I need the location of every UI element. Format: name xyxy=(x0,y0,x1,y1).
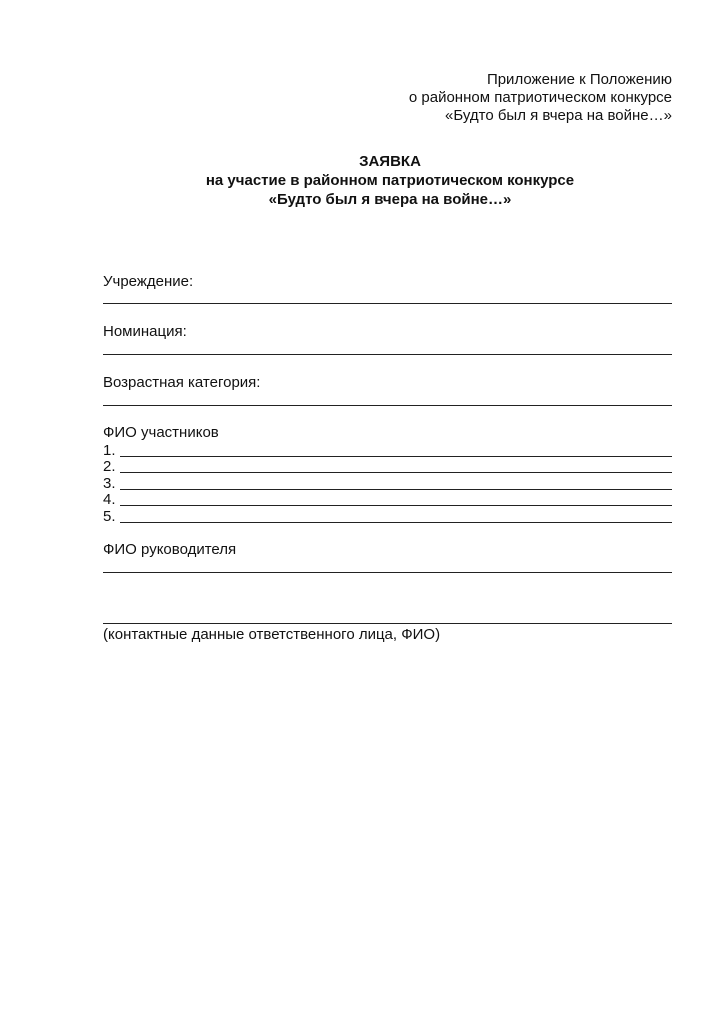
form-subtitle-line-2: «Будто был я вчера на войне…» xyxy=(268,191,512,208)
nomination-label: Номинация: xyxy=(103,323,187,340)
appendix-line-2: о районном патриотическом конкурсе xyxy=(408,89,672,106)
form-heading: ЗАЯВКА xyxy=(359,153,421,170)
appendix-header xyxy=(409,71,672,125)
supervisor-label: ФИО руководителя xyxy=(103,541,237,558)
age-category-line[interactable] xyxy=(103,405,672,406)
participant-row[interactable] xyxy=(103,441,672,457)
participant-row[interactable] xyxy=(103,507,672,523)
institution-label: Учреждение: xyxy=(103,273,194,290)
appendix-line-3: «Будто был я вчера на войне…» xyxy=(445,107,672,124)
participant-line xyxy=(120,522,672,523)
institution-line[interactable] xyxy=(103,303,672,304)
participant-number: 4. xyxy=(103,491,116,508)
participant-number: 2. xyxy=(103,458,116,475)
participant-row[interactable] xyxy=(103,490,672,506)
participant-row[interactable] xyxy=(103,457,672,473)
age-category-label: Возрастная категория: xyxy=(103,374,261,391)
participant-number: 3. xyxy=(103,475,116,492)
supervisor-line[interactable] xyxy=(103,572,672,573)
contact-line[interactable] xyxy=(103,623,672,624)
participant-row[interactable] xyxy=(103,474,672,490)
form-subtitle-line-1: на участие в районном патриотическом конкурсе xyxy=(205,172,575,189)
participant-number: 1. xyxy=(103,442,116,459)
form-title xyxy=(0,152,724,209)
participant-line xyxy=(120,472,672,473)
participants-label: ФИО участников xyxy=(103,424,219,441)
participant-line xyxy=(120,505,672,506)
nomination-line[interactable] xyxy=(103,354,672,355)
participant-number: 5. xyxy=(103,508,116,525)
appendix-line-1: Приложение к Положению xyxy=(486,71,672,88)
contact-note: (контактные данные ответственного лица, ФИО) xyxy=(103,626,441,643)
